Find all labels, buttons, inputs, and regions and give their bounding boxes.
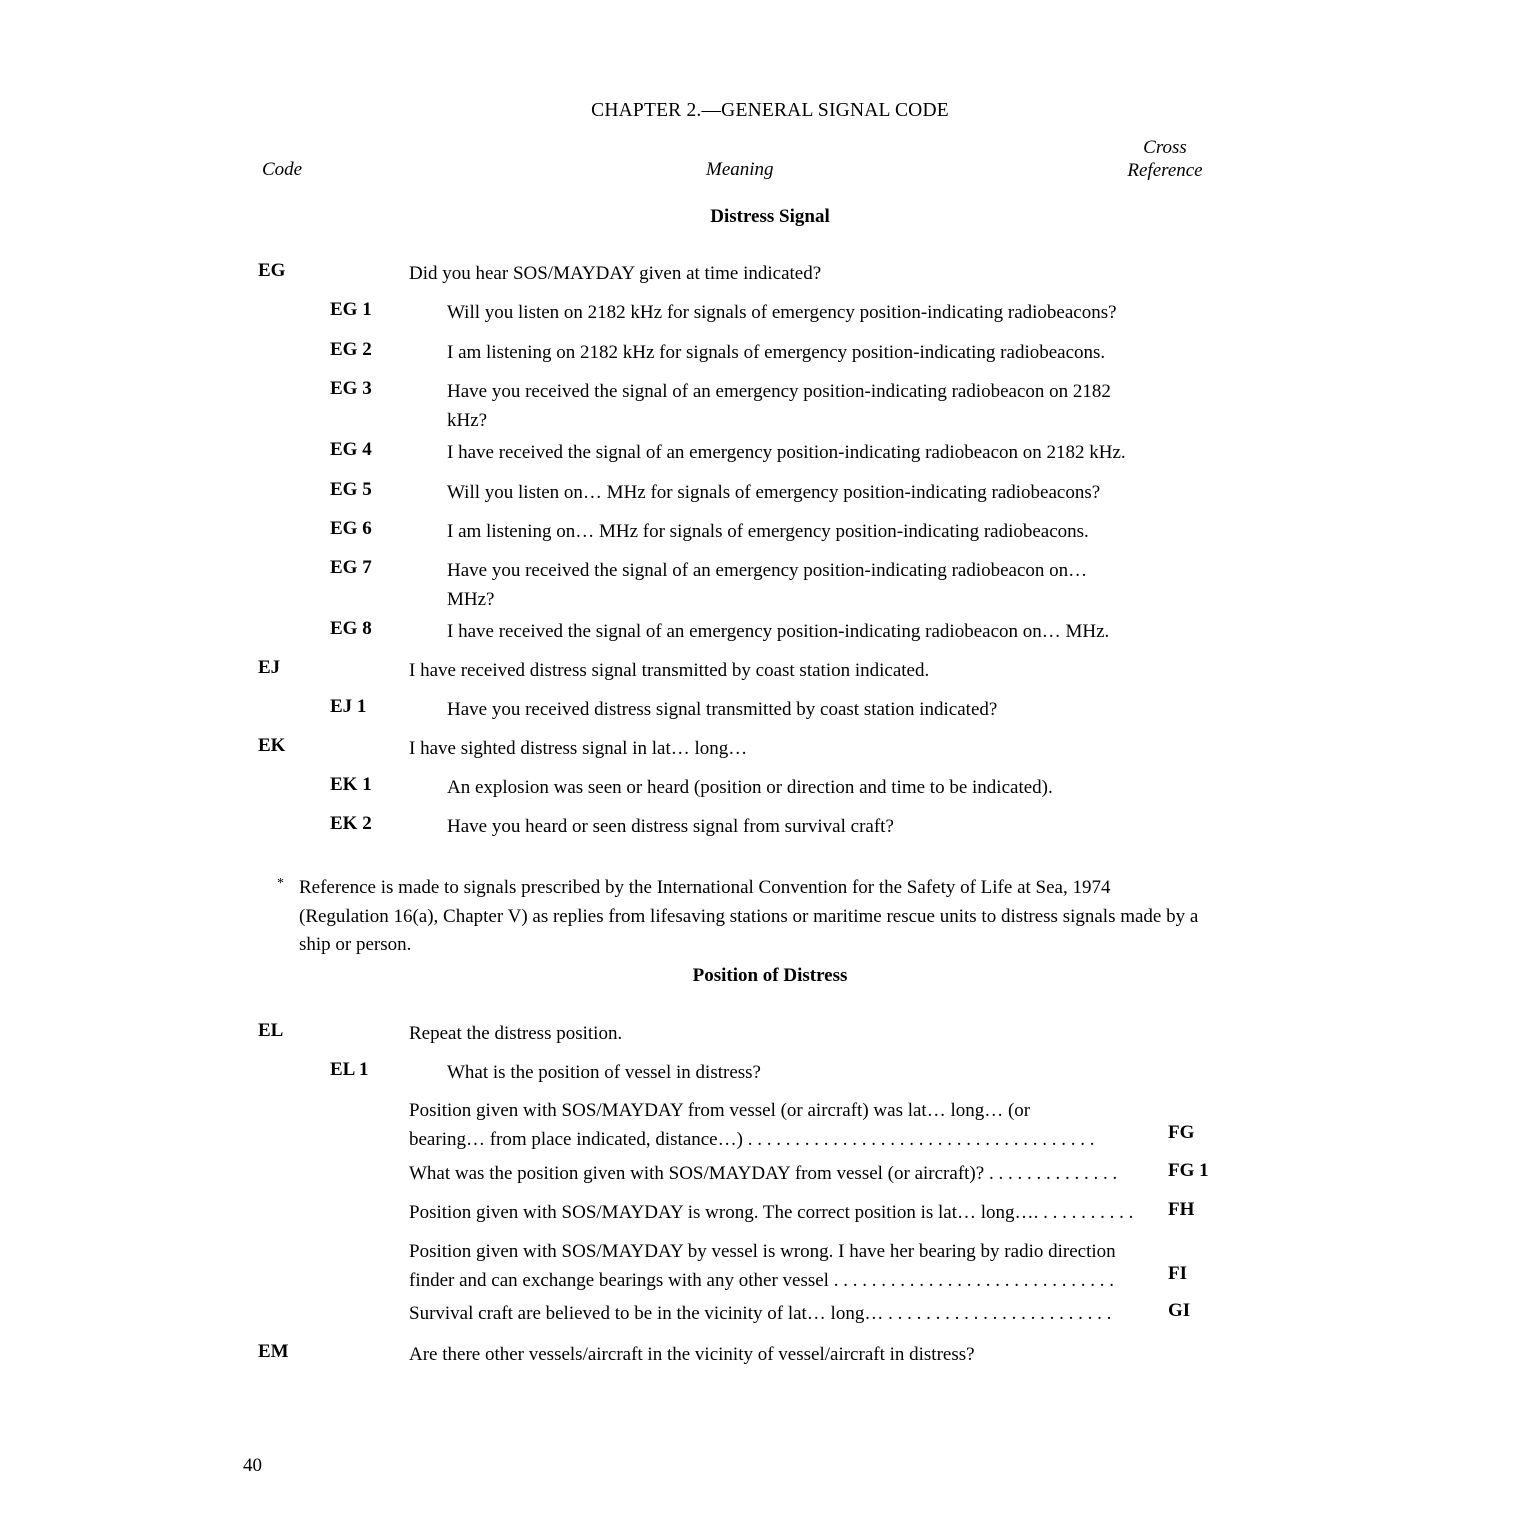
entry-meaning: I have sighted distress signal in lat… long… [409,738,748,759]
entry-meaning-text: Position given with SOS/MAYDAY is wrong. The correct position is lat… long… [409,1202,1034,1223]
entry-cross-reference: FG 1 [1168,1160,1209,1181]
entry-meaning [409,1097,1109,1154]
entry-code: EL 1 [330,1059,369,1080]
entry-code: EG 6 [330,518,372,539]
footnote-marker: * [277,876,284,891]
entry-meaning-text: Survival craft are believed to be in the vicinity of lat… long… [409,1303,884,1324]
page-number: 40 [243,1455,262,1476]
entry-meaning [409,1199,1169,1228]
entry-code: EG 8 [330,618,372,639]
entry-meaning: Have you heard or seen distress signal from survival craft? [447,816,894,837]
entry-code: EK [258,735,286,756]
entry-meaning: I am listening on 2182 kHz for signals of emergency position-indicating radiobeacons. [447,342,1106,363]
entry-code: EG 1 [330,299,372,320]
dot-leader: . . . . . . . . . . . [1033,1202,1134,1223]
entry-code: EM [258,1341,289,1362]
entry-meaning: An explosion was seen or heard (position or direction and time to be indicated). [447,777,1053,798]
entry-meaning: I have received the signal of an emergency position-indicating radiobeacon on 2182 kHz. [447,442,1126,463]
entry-meaning: Have you received the signal of an emergency position-indicating radiobeacon on… MHz? [447,560,1088,610]
entry-code: EG 5 [330,479,372,500]
section-heading-position-of-distress: Position of Distress [692,965,848,986]
column-header-cross-reference [1110,136,1220,182]
entry-meaning: Are there other vessels/aircraft in the vicinity of vessel/aircraft in distress? [409,1344,975,1365]
entry-meaning: Did you hear SOS/MAYDAY given at time indicated? [409,263,822,284]
entry-meaning: I am listening on… MHz for signals of emergency position-indicating radiobeacons. [447,521,1089,542]
section-heading-distress-signal: Distress Signal [710,206,830,227]
entry-meaning: I have received distress signal transmitted by coast station indicated. [409,660,930,681]
entry-meaning: Have you received distress signal transmitted by coast station indicated? [447,699,998,720]
entry-cross-reference: FH [1168,1199,1195,1220]
entry-code: EK 2 [330,813,372,834]
column-header-cross-reference-line2: Reference [1127,160,1203,181]
column-header-meaning: Meaning [706,159,774,180]
column-header-cross-reference-line1: Cross [1143,137,1187,158]
entry-cross-reference: FG [1168,1122,1195,1143]
entry-meaning: Repeat the distress position. [409,1023,623,1044]
entry-meaning [409,1300,1169,1329]
entry-code: EL [258,1020,284,1041]
entry-code: EG [258,260,286,281]
entry-code: EK 1 [330,774,372,795]
dot-leader: . . . . . . . . . . . . . . . . . . . . . . . . [883,1303,1112,1324]
entry-meaning: What is the position of vessel in distress? [447,1062,761,1083]
entry-code: EJ 1 [330,696,367,717]
entry-code: EG 2 [330,339,372,360]
chapter-title: CHAPTER 2.—GENERAL SIGNAL CODE [591,100,949,121]
dot-leader: . . . . . . . . . . . . . . [984,1163,1118,1184]
entry-code: EJ [258,657,281,678]
entry-meaning: I have received the signal of an emergency position-indicating radiobeacon on… MHz. [447,621,1110,642]
entry-meaning-text: What was the position given with SOS/MAYDAY from vessel (or aircraft)? [409,1163,985,1184]
entry-meaning: Will you listen on… MHz for signals of emergency position-indicating radiobeacons? [447,482,1101,503]
entry-cross-reference: GI [1168,1300,1191,1321]
entry-meaning-text: Position given with SOS/MAYDAY by vessel is wrong. I have her bearing by radio direction finder and can exchange bearings with any other vessel [409,1241,1116,1291]
entry-meaning-text: Position given with SOS/MAYDAY from vessel (or aircraft) was lat… long… (or bearing… from place indicated, distance…) [409,1100,1031,1150]
entry-meaning: Have you received the signal of an emergency position-indicating radiobeacon on 2182 kHz? [447,381,1111,431]
column-header-code: Code [262,159,303,180]
entry-code: EG 3 [330,378,372,399]
footnote-text: Reference is made to signals prescribed by the International Convention for the Safety of Life at Sea, 1974 (Regulation 16(a), Chapter V) as replies from lifesaving stations or maritime rescue units to distress signals made by a ship or person. [299,877,1199,955]
dot-leader: . . . . . . . . . . . . . . . . . . . . . . . . . . . . . . . . . . . . . [742,1128,1095,1150]
dot-leader: . . . . . . . . . . . . . . . . . . . . . . . . . . . . . . [828,1269,1114,1291]
entry-meaning [409,1238,1149,1295]
entry-code: EG 4 [330,439,372,460]
entry-cross-reference: FI [1168,1263,1187,1284]
entry-meaning [409,1160,1169,1189]
entry-code: EG 7 [330,557,372,578]
entry-meaning: Will you listen on 2182 kHz for signals of emergency position-indicating radiobeacons? [447,302,1117,323]
